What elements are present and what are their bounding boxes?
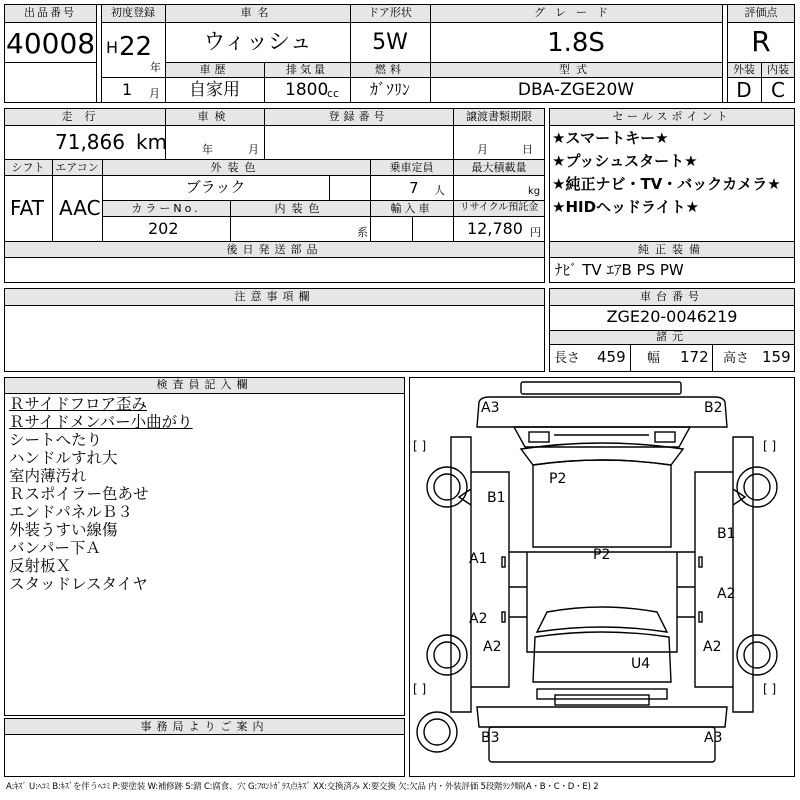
inspector-line: 室内薄汚れ (9, 467, 87, 485)
transfer-label: 譲渡書類期限 (466, 110, 532, 123)
load-label: 最大積載量 (471, 161, 527, 174)
height: 159 (762, 348, 791, 366)
displacement: 1800 (285, 80, 329, 100)
mark-a3-right: A3 (704, 730, 723, 746)
sales-point-4: ★HIDヘッドライト★ (552, 198, 700, 216)
door-label: ドア形状 (368, 6, 412, 19)
length-label: 長さ (554, 351, 581, 366)
recycle-unit: 円 (530, 226, 541, 239)
car-name: ウィッシュ (203, 30, 312, 55)
score-label: 評価点 (744, 6, 778, 19)
mileage-unit: km (136, 130, 168, 154)
history: 自家用 (189, 80, 240, 100)
shift: FAT (10, 196, 45, 220)
score: R (751, 25, 771, 58)
inspector-line: Ｒサイドメンバー小曲がり (9, 413, 193, 431)
sales-point-3: ★純正ナビ・TV・バックカメラ★ (552, 175, 781, 193)
import-label: 輸入車 (390, 202, 433, 215)
inspection-label: 車検 (197, 110, 232, 123)
first-reg-label: 初度登録 (111, 6, 155, 19)
reg-year-unit: 年 (150, 61, 161, 74)
lot-label: 出品番号 (24, 6, 76, 19)
insp-year-unit: 年 (202, 143, 213, 156)
transfer-month-unit: 月 (477, 143, 488, 156)
interior-label: 内装 (767, 63, 789, 76)
inspector-line: バンパー下Ａ (9, 539, 101, 557)
inspector-line: Ｒスポイラー色あせ (9, 485, 149, 503)
capacity-label: 乗車定員 (389, 161, 434, 174)
mark-a2-left-mid: A2 (469, 611, 488, 627)
intcolor-unit: 系 (357, 226, 368, 239)
inspector-line: 外装うすい線傷 (9, 521, 118, 539)
fuel: ｶﾞｿﾘﾝ (369, 80, 410, 99)
interior-grade: C (771, 78, 785, 102)
model-label: 型式 (559, 63, 593, 76)
mark-a1-left: A1 (469, 551, 488, 567)
inspector-line: ハンドルすれ大 (9, 449, 118, 467)
colorno: 202 (148, 219, 179, 238)
width: 172 (680, 348, 709, 366)
name-label: 車名 (240, 6, 275, 19)
shift-label: シフト (11, 161, 45, 174)
reg-month: 1 (122, 80, 133, 99)
transfer-day-unit: 日 (522, 143, 533, 156)
lot-number: 40008 (6, 27, 96, 60)
width-label: 幅 (647, 351, 661, 366)
sales-point-1: ★スマートキー★ (552, 129, 669, 147)
grade-label: グレード (534, 6, 618, 19)
inspector-line: シートへたり (9, 431, 103, 449)
ac-label: エアコン (55, 161, 99, 174)
mark-u4: U4 (631, 656, 651, 672)
color: ブラック (185, 178, 246, 196)
era: H (106, 38, 119, 57)
recycle-label: リサイクル預託金 (459, 202, 539, 213)
inspector-line: スタッドレスタイヤ (9, 575, 148, 593)
bracket-right-bot: [ ] (763, 682, 777, 696)
mark-b3-left: B3 (481, 730, 500, 746)
exterior-label: 外装 (733, 63, 755, 76)
capacity: 7 (409, 179, 419, 197)
mark-a2-right-low: A2 (703, 639, 722, 655)
regno-label: 登録番号 (328, 110, 389, 123)
inspector-line: 反射板Ｘ (9, 557, 72, 575)
door-type: 5W (372, 30, 408, 55)
model: DBA-ZGE20W (517, 80, 635, 100)
bracket-left-bot: [ ] (413, 682, 427, 696)
intcolor-label: 内装色 (274, 202, 326, 215)
bracket-right-top: [ ] (763, 439, 777, 453)
mark-p2-center: P2 (593, 547, 611, 563)
color-label: 外装色 (210, 161, 262, 174)
insp-month-unit: 月 (248, 143, 259, 156)
history-label: 車歴 (199, 63, 230, 76)
fuel-label: 燃料 (375, 63, 405, 76)
mark-a2-right-mid: A2 (717, 586, 736, 602)
notes-label: 注意事項欄 (234, 290, 315, 303)
reg-month-unit: 月 (149, 87, 160, 100)
equipment: ﾅﾋﾞ TV ｴｱB PS PW (555, 261, 684, 279)
bracket-left-top: [ ] (413, 439, 427, 453)
mileage-label: 走行 (61, 110, 108, 123)
office-label: 事務局よりご案内 (140, 720, 269, 733)
mark-p2-top: P2 (549, 471, 567, 487)
capacity-unit: 人 (434, 184, 445, 197)
mark-a2-left-low: A2 (483, 639, 502, 655)
chassis-label: 車台番号 (640, 290, 704, 303)
later-parts-label: 後日発送部品 (226, 243, 323, 256)
recycle: 12,780 (467, 219, 523, 238)
inspector-label: 検査員記入欄 (156, 378, 253, 391)
reg-year: 22 (119, 32, 153, 62)
car-outline-diagram (409, 377, 795, 777)
dimensions-label: 諸元 (656, 330, 688, 343)
mark-b1-right: B1 (717, 526, 736, 542)
inspector-line: エンドパネルＢ３ (9, 503, 133, 521)
mark-b2-right: B2 (704, 400, 723, 416)
load-unit: kg (528, 186, 541, 197)
displacement-unit: cc (327, 87, 340, 100)
sales-points-label: セールスポイント (612, 110, 732, 123)
ac: AAC (59, 196, 101, 220)
chassis-number: ZGE20-0046219 (606, 307, 738, 326)
mark-a3-left: A3 (481, 400, 500, 416)
colorno-label: カラーNo. (131, 202, 201, 215)
displacement-label: 排気量 (286, 63, 328, 76)
inspector-line: Ｒサイドフロア歪み (9, 395, 147, 413)
mark-b1-left: B1 (487, 490, 506, 506)
mileage: 71,866 (55, 130, 125, 154)
inspector-notes (9, 395, 193, 593)
length: 459 (597, 348, 626, 366)
height-label: 高さ (723, 351, 750, 366)
exterior-grade: D (736, 78, 752, 102)
sales-point-2: ★プッシュスタート★ (552, 152, 698, 170)
grade: 1.8S (547, 28, 605, 58)
legend: A:ｷｽﾞ U:ﾍｺﾐ B:ｷｽﾞを伴うﾍｺﾐ P:要塗装 W:補修跡 S:錆 C:腐食、穴 G:ﾌﾛﾝﾄｶﾞﾗｽ点ｷｽﾞ XX:交換済み X:要交換 欠:欠品 内・外装評価 5段階ﾗﾝｸ順(A・B・C・D・E) 2 (6, 782, 599, 792)
equipment-label: 純正装備 (638, 243, 706, 256)
